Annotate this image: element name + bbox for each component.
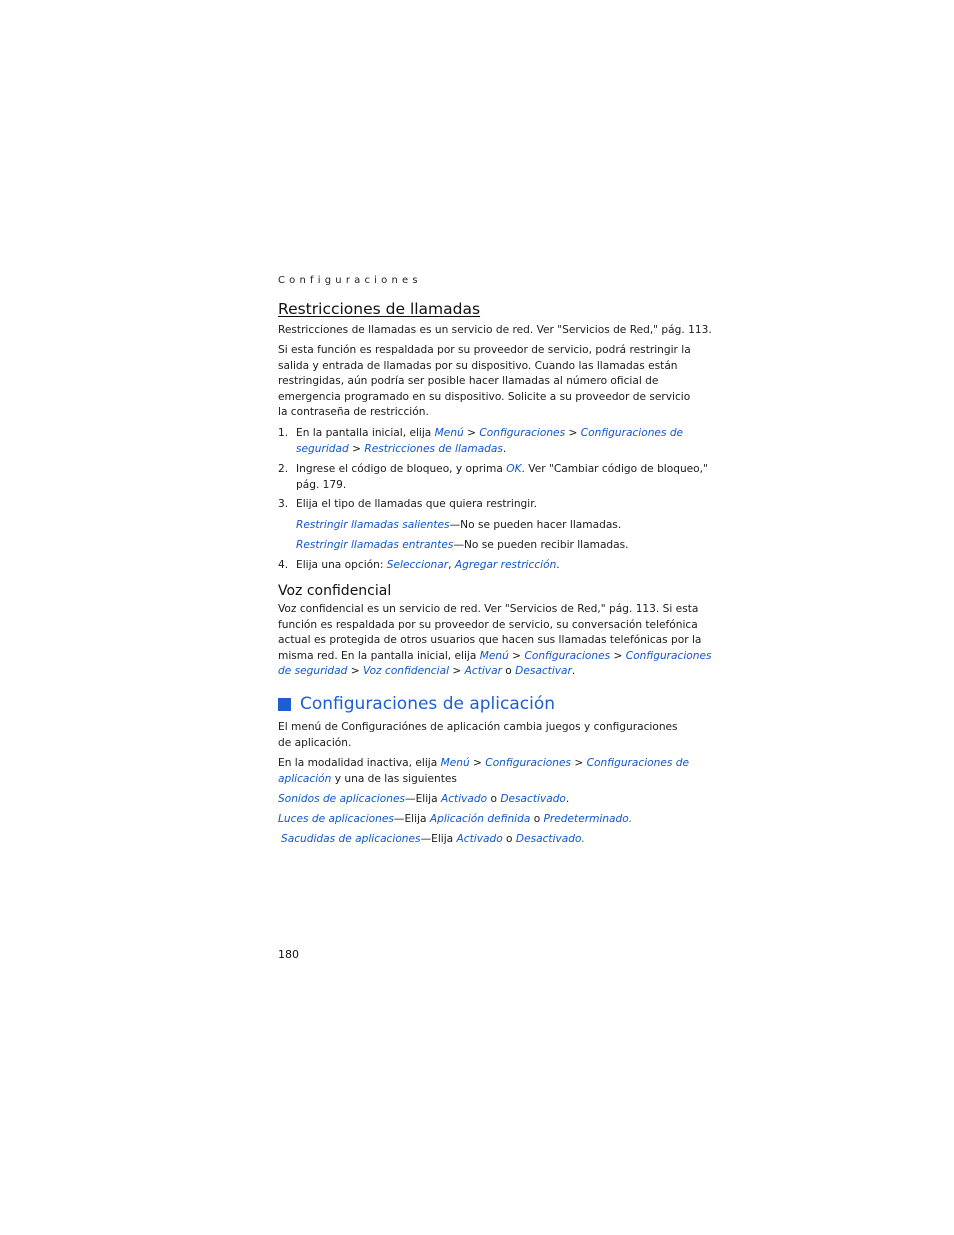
ok-link[interactable]: OK	[506, 463, 522, 475]
paragraph: Si esta función es respaldada por su proveedor de servicio, podrá restringir la salida y entrada de llamadas por su dispositivo. Cuando las llamadas están restringidas, aún podría ser posible hacer llamadas al número oficial de emergencia programado en su dispositivo. Solicite a su proveedor de servicio la contraseña de restricción.	[278, 344, 691, 419]
entrantes-link[interactable]: Restringir llamadas entrantes	[296, 539, 454, 551]
paragraph: En la modalidad inactiva, elija Menú > Configuraciones > Configuraciones de aplicación y una de las siguientes	[278, 757, 689, 785]
seguridad-link[interactable]: Configuraciones de	[580, 427, 684, 439]
section-title-aplicacion: Configuraciones de aplicación	[278, 694, 555, 714]
page-number: 180	[278, 948, 299, 961]
step-2: Ingrese el código de bloqueo, y oprima OK. Ver "Cambiar código de bloqueo," pág. 179.	[296, 463, 708, 491]
option-luces: Luces de aplicaciones—Elija Aplicación definida o Predeterminado.	[278, 813, 633, 825]
square-bullet-icon	[278, 698, 291, 711]
subsection-title-voz: Voz confidencial	[278, 583, 392, 599]
paragraph: El menú de Configuraciónes de aplicación cambia juegos y configuraciones de aplicación.	[278, 721, 678, 749]
step-3: Elija el tipo de llamadas que quiera restringir.	[296, 498, 537, 510]
option-entrantes: Restringir llamadas entrantes—No se pueden recibir llamadas.	[296, 539, 629, 551]
section-title-restricciones: Restricciones de llamadas	[278, 300, 481, 318]
step-1: En la pantalla inicial, elija Menú > Configuraciones > Configuraciones de seguridad > Restricciones de llamadas.	[296, 427, 684, 455]
seleccionar-link[interactable]: Seleccionar	[386, 559, 449, 571]
step-number: 4.	[278, 559, 289, 571]
step-number: 1.	[278, 427, 289, 439]
menu-link[interactable]: Menú	[434, 427, 464, 439]
step-number: 3.	[278, 498, 289, 510]
configuraciones-link[interactable]: Configuraciones	[479, 427, 566, 439]
option-sonidos: Sonidos de aplicaciones—Elija Activado o Desactivado.	[278, 793, 570, 805]
option-sacudidas: Sacudidas de aplicaciones—Elija Activado o Desactivado.	[281, 833, 585, 845]
paragraph: Restricciones de llamadas es un servicio de red. Ver "Servicios de Red," pág. 113.	[278, 324, 712, 336]
restricciones-link[interactable]: Restricciones de llamadas	[364, 442, 503, 455]
paragraph: Voz confidencial es un servicio de red. Ver "Servicios de Red," pág. 113. Si esta función es respaldada por su proveedor de servicio, su conversación telefónica actual es protegida de otros usuarios que hacen sus llamadas telefónicas por la misma red. En la pantalla inicial, elija Menú > Configuraciones > Configuraciones de seguridad > Voz confidencial > Activar o Desactivar.	[278, 603, 712, 678]
salientes-link[interactable]: Restringir llamadas salientes	[296, 519, 450, 531]
step-4: Elija una opción: Seleccionar, Agregar restricción.	[296, 559, 560, 571]
option-salientes: Restringir llamadas salientes—No se pueden hacer llamadas.	[296, 519, 622, 531]
agregar-restriccion-link[interactable]: Agregar restricción	[454, 559, 557, 571]
running-header: Configuraciones	[278, 275, 422, 286]
step-number: 2.	[278, 463, 289, 475]
